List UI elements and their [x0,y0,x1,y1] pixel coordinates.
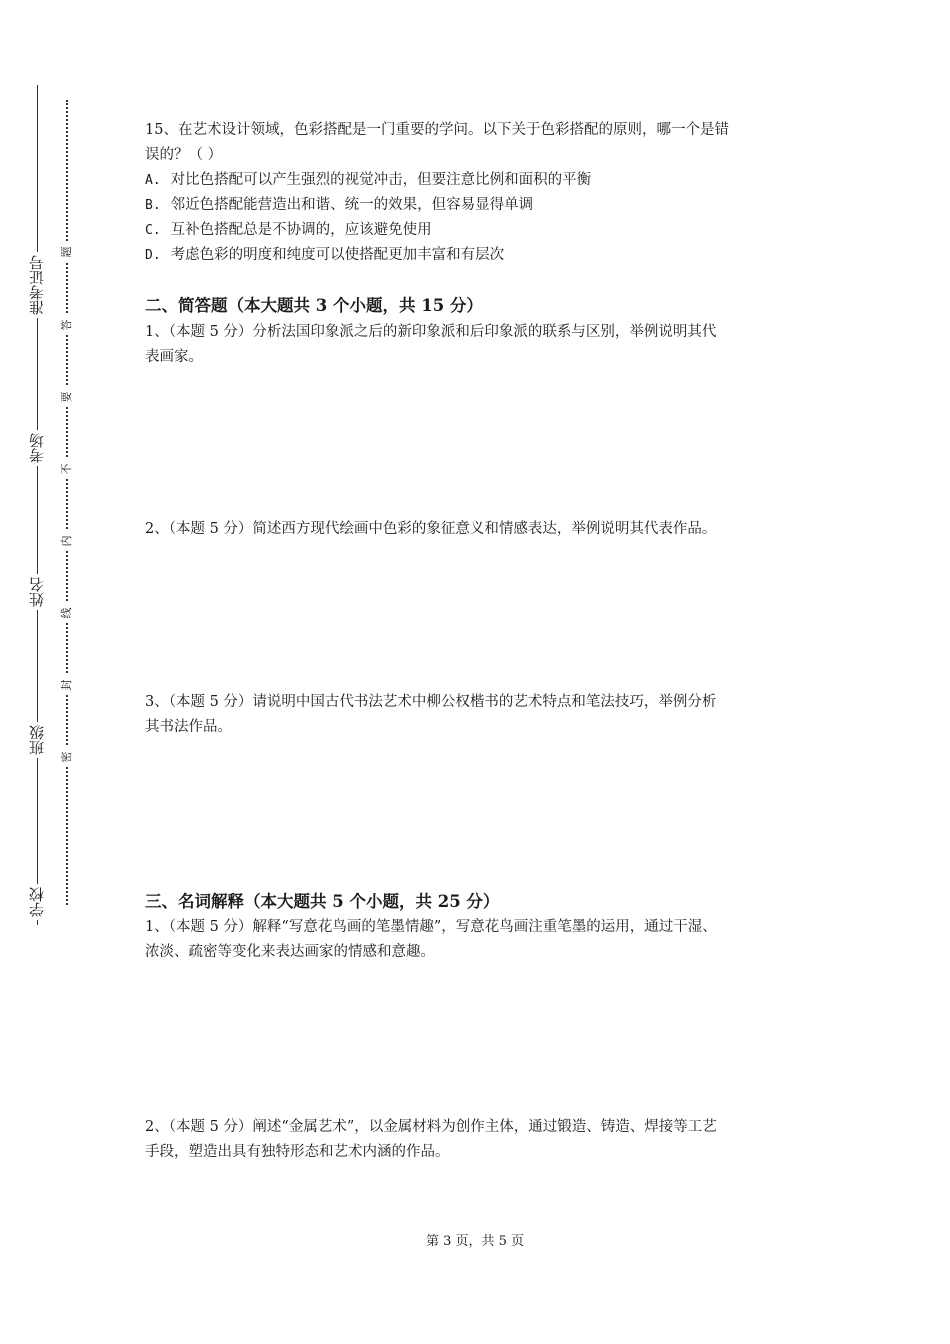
field-school: 学校 [20,884,54,920]
section-2-heading: 二、简答题（本大题共 3 个小题，共 15 分） [145,296,483,315]
option-d-text: 考虑色彩的明度和纯度可以使搭配更加丰富和有层次 [170,247,505,263]
question-15-stem-line1: 15、在艺术设计领域，色彩搭配是一门重要的学问。以下关于色彩搭配的原则，哪一个是错 [145,122,729,138]
option-d-letter: D. [145,248,161,263]
seal-char-yao: 要 [60,387,74,407]
binding-solid-line [37,85,38,925]
field-exam-room: 考场 [20,430,54,466]
option-c-letter: C. [145,223,161,238]
section-2-q3-line1: 3、（本题 5 分）请说明中国古代书法艺术中柳公权楷书的艺术特点和笔法技巧，举例分析 [145,694,717,710]
option-a-letter: A. [145,173,161,188]
option-a-text: 对比色搭配可以产生强烈的视觉冲击，但要注意比例和面积的平衡 [170,172,592,188]
field-name: 姓名 [20,574,54,610]
section-3-q1-line2: 浓淡、疏密等变化来表达画家的情感和意趣。 [145,944,435,960]
seal-char-da: 答 [60,315,74,335]
field-exam-number: 准考证号 [20,252,54,318]
section-3-q1-line1: 1、（本题 5 分）解释“写意花鸟画的笔墨情趣”，写意花鸟画注重笔墨的运用，通过干湿、 [145,919,717,935]
seal-char-nei: 内 [60,531,74,551]
binding-margin [0,0,100,1344]
page-footer: 第 3 页，共 5 页 [425,1234,525,1249]
section-2-q3-line2: 其书法作品。 [145,719,232,735]
seal-char-ti: 题 [60,242,74,262]
option-b [145,193,815,218]
option-b-letter: B. [145,198,161,213]
seal-char-bu: 不 [60,459,74,479]
section-2-q1-line2: 表画家。 [145,349,203,365]
seal-char-mi: 密 [60,747,74,767]
section-2-q1-line1: 1、（本题 5 分）分析法国印象派之后的新印象派和后印象派的联系与区别，举例说明其代 [145,324,717,340]
seal-char-xian: 线 [60,603,74,623]
option-a [145,168,815,193]
option-b-text: 邻近色搭配能营造出和谐、统一的效果，但容易显得单调 [170,197,534,213]
section-3-heading: 三、名词解释（本大题共 5 个小题，共 25 分） [145,892,500,911]
question-15-stem-line2: 误的？（ ） [145,147,223,163]
option-d [145,243,815,268]
section-3-q2-line1: 2、（本题 5 分）阐述“金属艺术”，以金属材料为创作主体，通过锻造、铸造、焊接等工艺 [145,1119,717,1135]
field-class: 班级 [20,722,54,758]
option-c-text: 互补色搭配总是不协调的，应该避免使用 [170,222,432,238]
seal-char-feng: 封 [60,675,74,695]
section-3-q2-line2: 手段，塑造出具有独特形态和艺术内涵的作品。 [145,1144,450,1160]
option-c [145,218,815,243]
section-2-q2-line1: 2、（本题 5 分）简述西方现代绘画中色彩的象征意义和情感表达，举例说明其代表作品。 [145,521,717,537]
seal-dotted-line [66,100,68,905]
